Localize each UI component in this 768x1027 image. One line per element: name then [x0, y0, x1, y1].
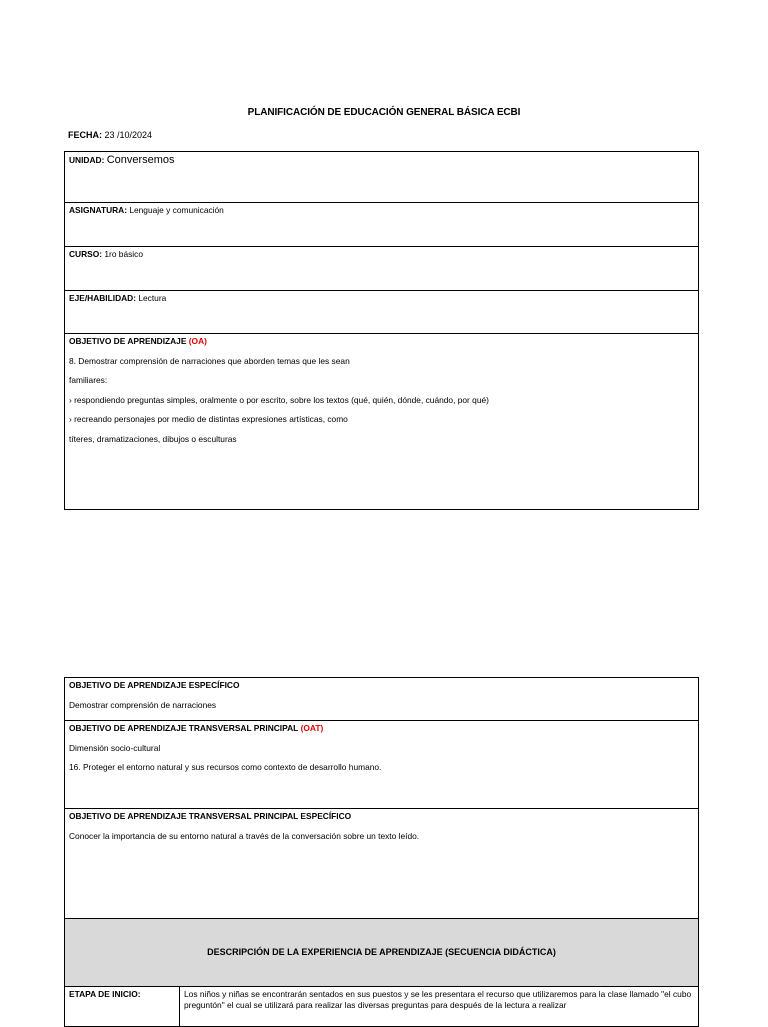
oat-label: OBJETIVO DE APRENDIZAJE TRANSVERSAL PRINCIPAL: [69, 723, 299, 733]
eje-label: EJE/HABILIDAD:: [69, 293, 137, 303]
curso-row: [65, 247, 699, 291]
description-heading-row: [65, 919, 699, 987]
oate-cell: [65, 809, 699, 919]
document-title: PLANIFICACIÓN DE EDUCACIÓN GENERAL BÁSICA ECBI: [247, 107, 521, 118]
unidad-cell: [65, 152, 699, 203]
oat-row: [65, 721, 699, 809]
oa-line: títeres, dramatizaciones, dibujos o esculturas: [69, 433, 237, 444]
asignatura-cell: [65, 203, 699, 247]
oae-value: Demostrar comprensión de narraciones: [69, 699, 217, 710]
asignatura-row: [65, 203, 699, 247]
curso-value: 1ro básico: [104, 249, 144, 259]
oa-cell: [65, 334, 699, 510]
objectives-table: [64, 677, 699, 1027]
asignatura-value: Lenguaje y comunicación: [129, 205, 224, 215]
etapa-inicio-row: [65, 987, 699, 1027]
oa-row: [65, 334, 699, 510]
unidad-row: [65, 152, 699, 203]
oate-row: [65, 809, 699, 919]
unidad-value: Conversemos: [106, 154, 175, 166]
date-value: 23 /10/2024: [104, 130, 153, 140]
eje-cell: [65, 291, 699, 334]
oae-label: OBJETIVO DE APRENDIZAJE ESPECÍFICO: [69, 680, 240, 690]
etapa-inicio-text: Los niños y niñas se encontrarán sentados en sus puestos y se les presentara el recurso que utilizaremos para la clase llamado "el cubo preguntón" el cual se utilizará para realizar las diversas preguntas para después de la lectura a realizar: [180, 987, 699, 1027]
date-line: [68, 130, 152, 140]
oae-cell: [65, 678, 699, 721]
oa-line: › respondiendo preguntas simples, oralmente o por escrito, sobre los textos (qué, quién, dónde, cuándo, por qué): [69, 394, 489, 405]
eje-row: [65, 291, 699, 334]
oat-line: Dimensión socio-cultural: [69, 742, 161, 753]
oae-row: [65, 678, 699, 721]
description-heading: DESCRIPCIÓN DE LA EXPERIENCIA DE APRENDIZAJE (SECUENCIA DIDÁCTICA): [65, 919, 699, 987]
planning-header-table: [64, 151, 699, 510]
oat-cell: [65, 721, 699, 809]
oa-line: › recreando personajes por medio de distintas expresiones artísticas, como: [69, 414, 348, 424]
oa-line: familiares:: [69, 375, 108, 385]
curso-label: CURSO:: [69, 249, 103, 259]
date-label: FECHA:: [68, 130, 102, 140]
oat-tag: (OAT): [300, 723, 324, 733]
asignatura-label: ASIGNATURA:: [69, 205, 127, 215]
oa-line: 8. Demostrar comprensión de narraciones que aborden temas que les sean: [69, 355, 350, 366]
oat-line: 16. Proteger el entorno natural y sus recursos como contexto de desarrollo humano.: [69, 762, 382, 772]
etapa-inicio-label: ETAPA DE INICIO:: [65, 987, 180, 1027]
oate-label: OBJETIVO DE APRENDIZAJE TRANSVERSAL PRINCIPAL ESPECÍFICO: [69, 811, 352, 821]
oate-value: Conocer la importancia de su entorno natural a través de la conversación sobre un texto leído.: [69, 830, 420, 841]
eje-value: Lectura: [138, 293, 167, 303]
oa-label: OBJETIVO DE APRENDIZAJE: [69, 336, 187, 346]
oa-tag: (OA): [188, 336, 207, 346]
curso-cell: [65, 247, 699, 291]
unidad-label: UNIDAD:: [69, 155, 105, 165]
